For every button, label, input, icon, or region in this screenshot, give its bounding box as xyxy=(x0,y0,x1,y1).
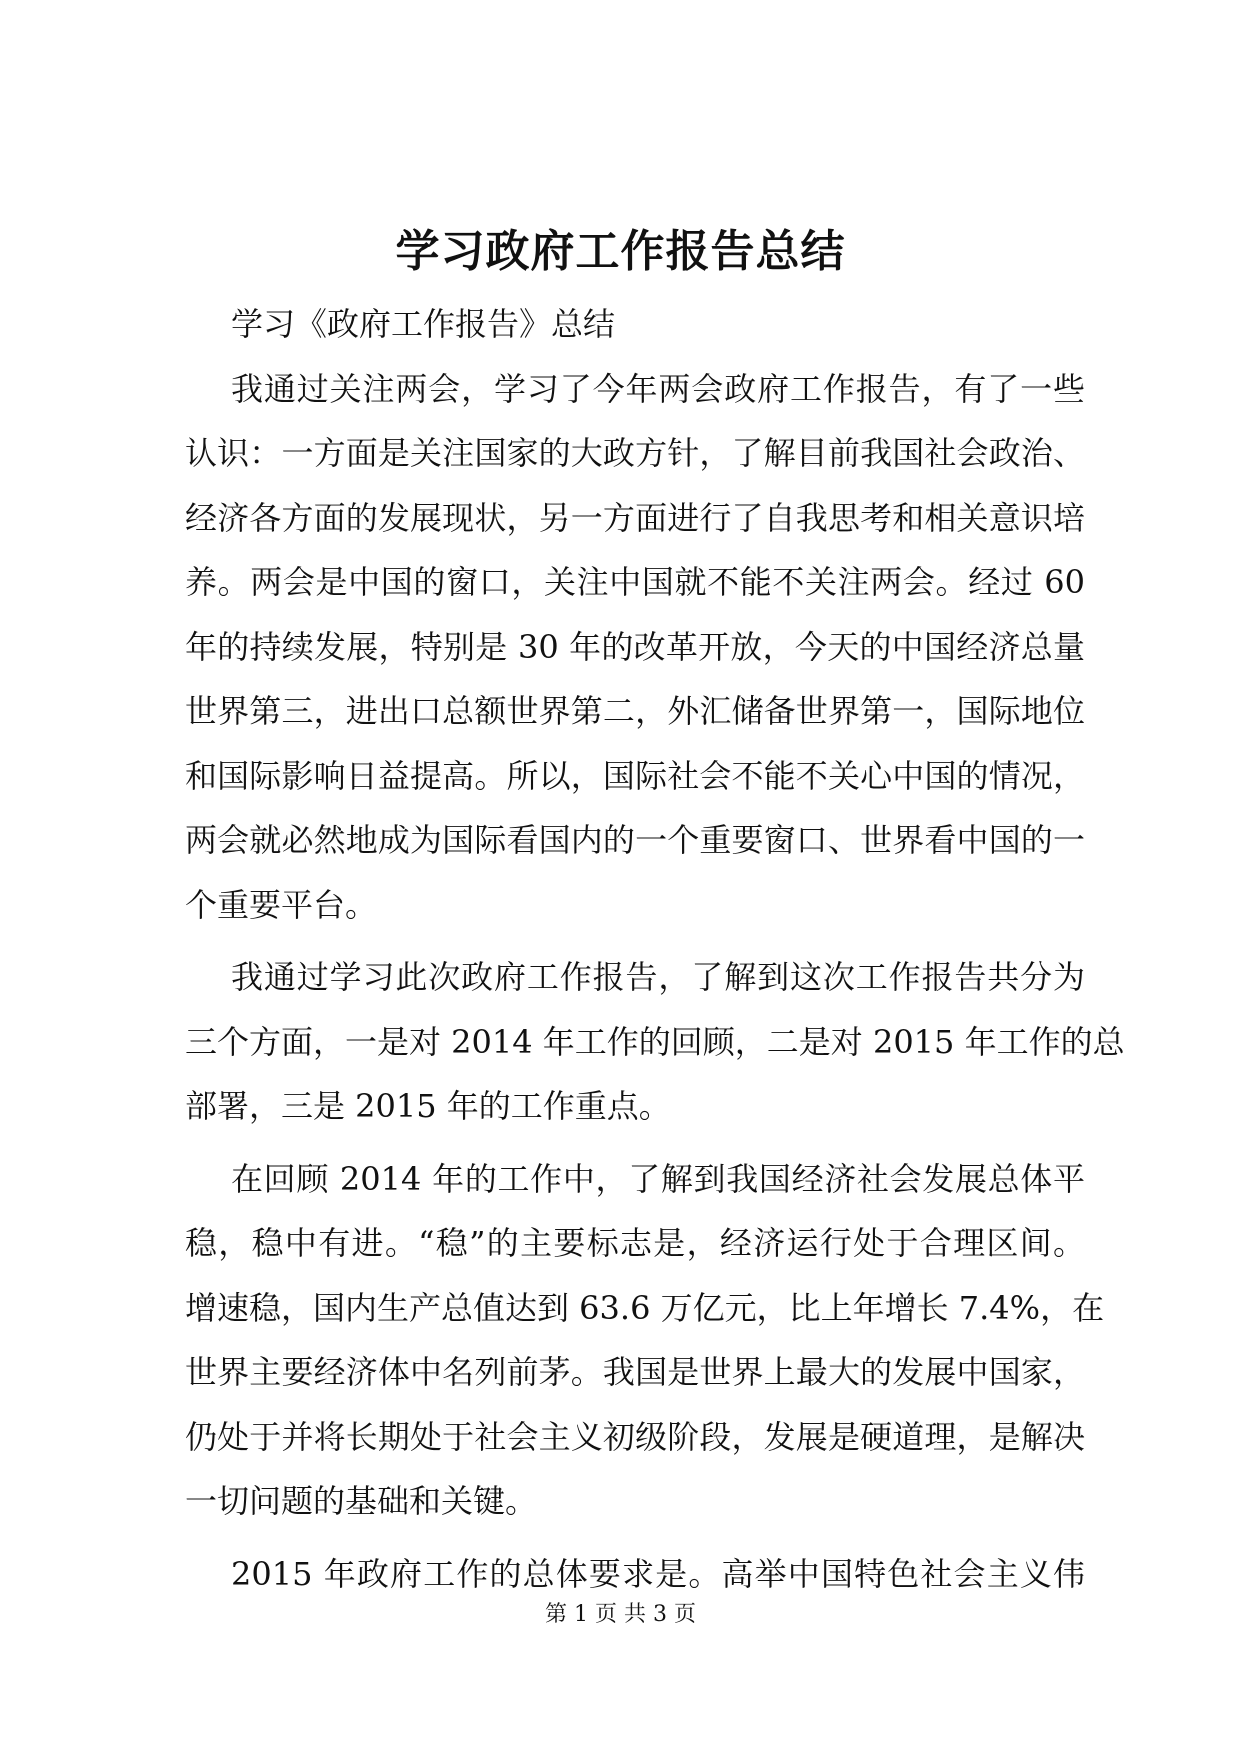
paragraph-line: 部署，三是 2015 年的工作重点。 xyxy=(185,1087,671,1125)
paragraph-line: 养。两会是中国的窗口，关注中国就不能不关注两会。经过 60 xyxy=(185,563,1085,601)
paragraph-3 xyxy=(185,1147,1105,1534)
paragraph-1 xyxy=(185,357,1085,938)
document-title: 学习政府工作报告总结 xyxy=(395,226,846,277)
page-number-footer: 第 1 页 共 3 页 xyxy=(545,1602,696,1627)
paragraph-4 xyxy=(185,1542,1085,1607)
paragraph-line: 经济各方面的发展现状，另一方面进行了自我思考和相关意识培 xyxy=(185,498,1085,537)
paragraph-line: 个重要平台。 xyxy=(185,885,378,924)
paragraph-line: 两会就必然地成为国际看国内的一个重要窗口、世界看中国的一 xyxy=(185,821,1085,859)
paragraph-line: 和国际影响日益提高。所以，国际社会不能不关心中国的情况， xyxy=(185,756,1085,795)
paragraph-line: 一切问题的基础和关键。 xyxy=(185,1482,538,1520)
paragraph-line: 2015 年政府工作的总体要求是。高举中国特色社会主义伟 xyxy=(231,1554,1085,1593)
paragraph-line: 在回顾 2014 年的工作中，了解到我国经济社会发展总体平 xyxy=(231,1159,1085,1198)
paragraph-line: 我通过学习此次政府工作报告，了解到这次工作报告共分为 xyxy=(231,958,1085,996)
document-body xyxy=(185,292,1125,1606)
paragraph-line: 稳，稳中有进。“稳”的主要标志是，经济运行处于合理区间。 xyxy=(185,1224,1085,1262)
paragraph-line: 我通过关注两会，学习了今年两会政府工作报告，有了一些 xyxy=(231,369,1085,408)
paragraph-line: 增速稳，国内生产总值达到 63.6 万亿元，比上年增长 7.4%，在 xyxy=(185,1288,1105,1327)
paragraph-line: 认识：一方面是关注国家的大政方针，了解目前我国社会政治、 xyxy=(185,434,1085,472)
paragraph-2 xyxy=(185,945,1125,1139)
paragraph-line: 仍处于并将长期处于社会主义初级阶段，发展是硬道理，是解决 xyxy=(185,1417,1085,1456)
paragraph-line: 世界主要经济体中名列前茅。我国是世界上最大的发展中国家， xyxy=(185,1353,1085,1391)
paragraph-line: 三个方面，一是对 2014 年工作的回顾，二是对 2015 年工作的总 xyxy=(185,1022,1125,1061)
paragraph-line: 年的持续发展，特别是 30 年的改革开放，今天的中国经济总量 xyxy=(185,627,1085,666)
document-subtitle: 学习《政府工作报告》总结 xyxy=(231,305,616,343)
paragraph-line: 世界第三，进出口总额世界第二，外汇储备世界第一，国际地位 xyxy=(185,692,1085,730)
